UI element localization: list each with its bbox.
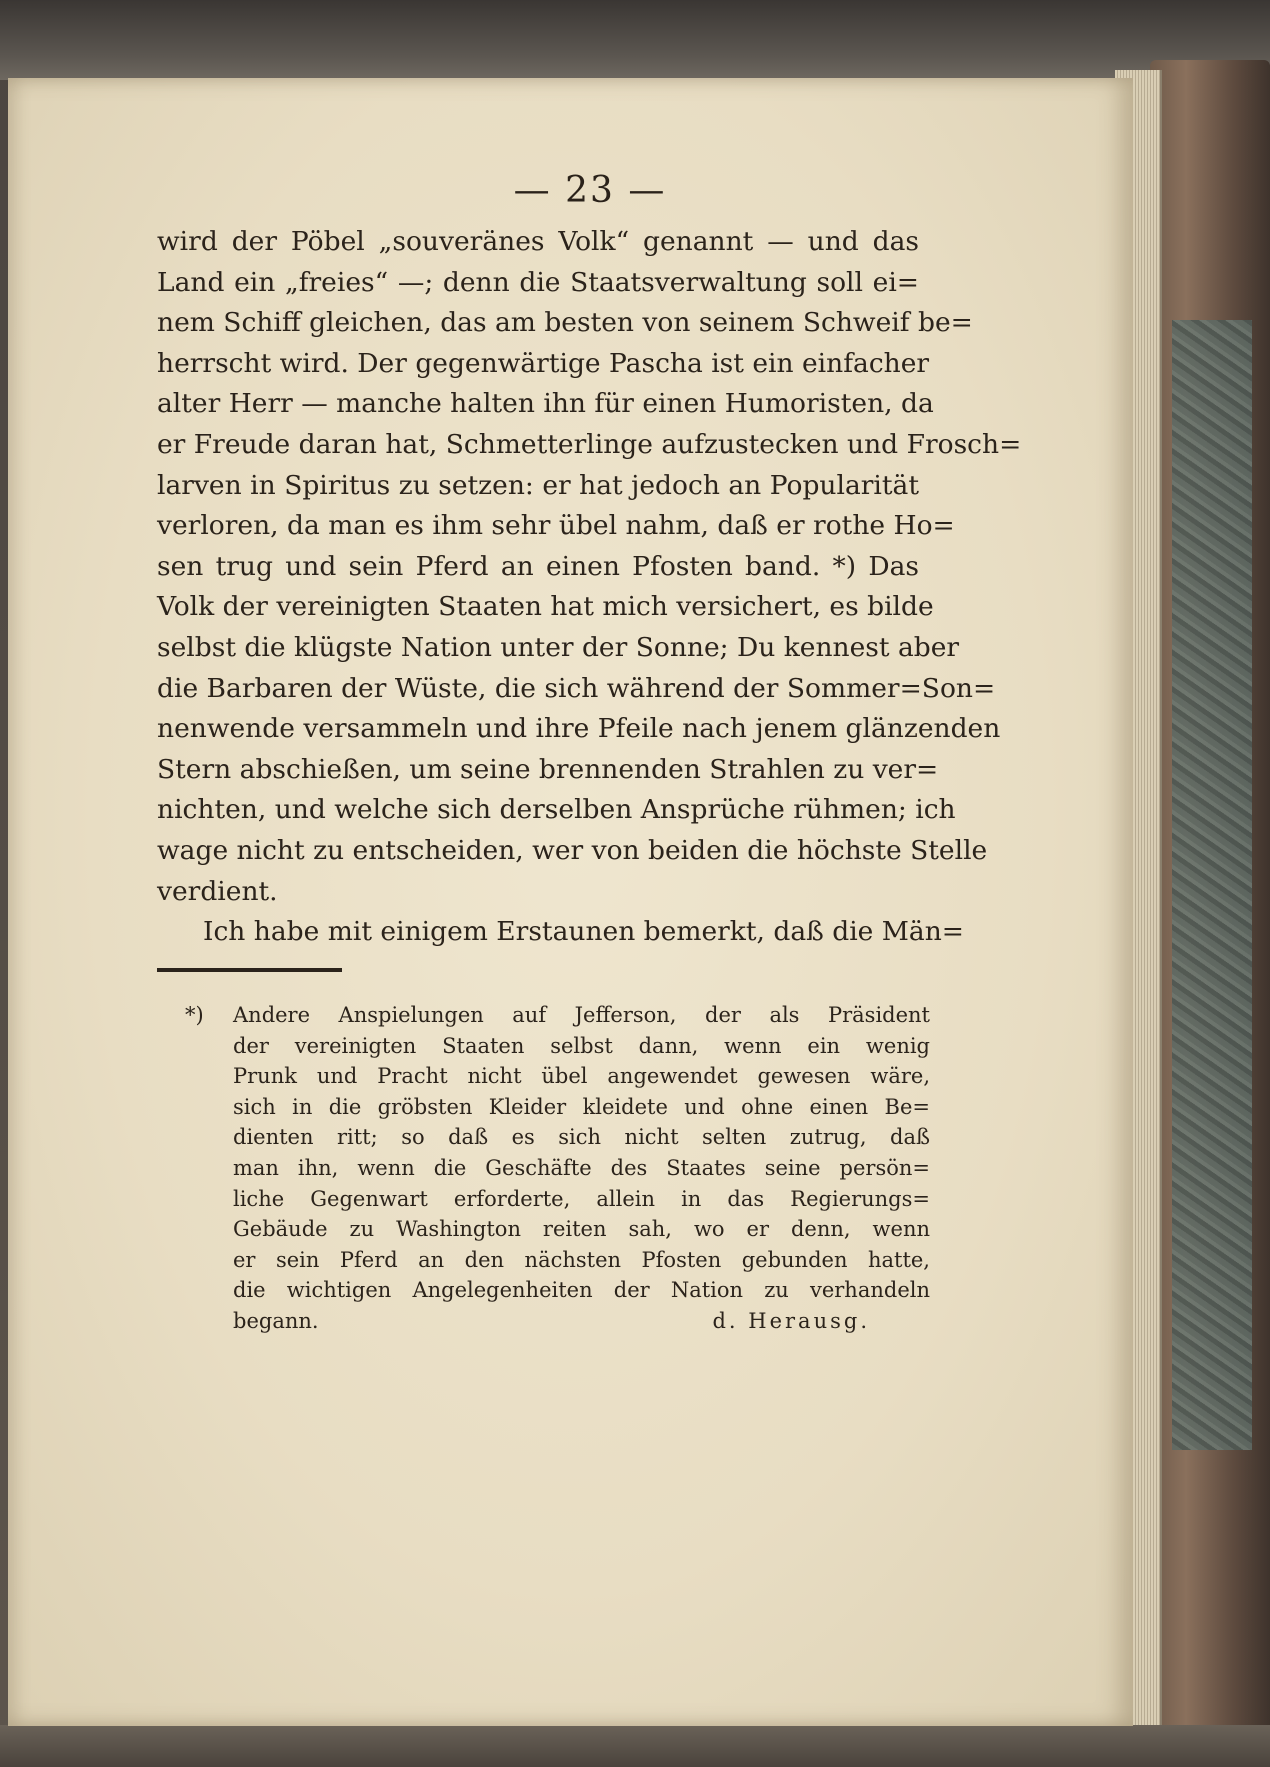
footnote [185, 1000, 930, 1337]
footnote-line: die wichtigen Angelegenheiten der Nation zu verhandeln [233, 1278, 930, 1303]
marbled-cover [1172, 320, 1252, 1450]
text-line: Ich habe mit einigem Erstaunen bemerkt, daß die Män= [203, 916, 964, 948]
text-line: herrscht wird. Der gegenwärtige Pascha ist ein einfacher [157, 347, 930, 379]
footnote-line: der vereinigten Staaten selbst dann, wenn ein wenig [233, 1033, 930, 1058]
footnote-line: Gebäude zu Washington reiten sah, wo er denn, wenn [233, 1217, 930, 1242]
footnote-line-text: begann. [233, 1308, 319, 1333]
editor-signature: d. Herausg. [712, 1308, 870, 1333]
page-number: — 23 — [513, 170, 667, 211]
text-line: wird der Pöbel „souveränes Volk“ genannt — und das [157, 226, 919, 257]
text-line: larven in Spiritus zu setzen: er hat jedoch an Popularität [157, 469, 919, 501]
footnote-line: er sein Pferd an den nächsten Pfosten gebunden hatte, [233, 1247, 930, 1272]
footnote-line: liche Gegenwart erforderte, allein in das Regierungs= [233, 1186, 930, 1211]
text-line: nichten, und welche sich derselben Ansprüche rühmen; ich [157, 794, 956, 826]
text-line: er Freude daran hat, Schmetterlinge aufzustecken und Frosch= [157, 428, 1022, 460]
footnote-line: dienten ritt; so daß es sich nicht selten zutrug, daß [233, 1125, 930, 1150]
text-line: nem Schiff gleichen, das am besten von seinem Schweif be= [157, 307, 973, 339]
main-text [157, 222, 1022, 953]
text-line: alter Herr — manche halten ihn für einen Humoristen, da [157, 388, 934, 420]
footnote-mark: *) [185, 1003, 204, 1027]
footnote-rule [157, 968, 342, 972]
text-line: Stern abschießen, um seine brennenden Strahlen zu ver= [157, 753, 939, 785]
text-line: verdient. [157, 875, 278, 907]
text-line: Volk der vereinigten Staaten hat mich versichert, es bilde [157, 591, 934, 623]
book-board-bottom [0, 1725, 1270, 1767]
book-cover-edge [1150, 60, 1270, 1740]
footnote-line: Prunk und Pracht nicht übel angewendet gewesen wäre, [233, 1064, 930, 1089]
text-line: wage nicht zu entscheiden, wer von beiden die höchste Stelle [157, 834, 988, 866]
book-board-top [0, 0, 1270, 80]
text-line: selbst die klügste Nation unter der Sonne; Du kennest aber [157, 631, 960, 663]
footnote-line-text: Andere Anspielungen auf Jefferson, der als Präsident [233, 1003, 930, 1027]
footnote-last-line [185, 1306, 930, 1337]
text-line: Land ein „freies“ —; denn die Staatsverwaltung soll ei= [157, 266, 919, 298]
footnote-line: sich in die gröbsten Kleider kleidete und ohne einen Be= [233, 1094, 930, 1119]
text-line: verloren, da man es ihm sehr übel nahm, daß er rothe Ho= [157, 510, 955, 542]
text-line: nenwende versammeln und ihre Pfeile nach jenem glänzenden [157, 713, 1001, 745]
footnote-line [185, 1000, 930, 1031]
text-line: sen trug und sein Pferd an einen Pfosten band. *) Das [157, 550, 919, 582]
footnote-line: man ihn, wenn die Geschäfte des Staates seine persön= [233, 1155, 930, 1180]
text-line: die Barbaren der Wüste, die sich während der Sommer=Son= [157, 672, 996, 704]
